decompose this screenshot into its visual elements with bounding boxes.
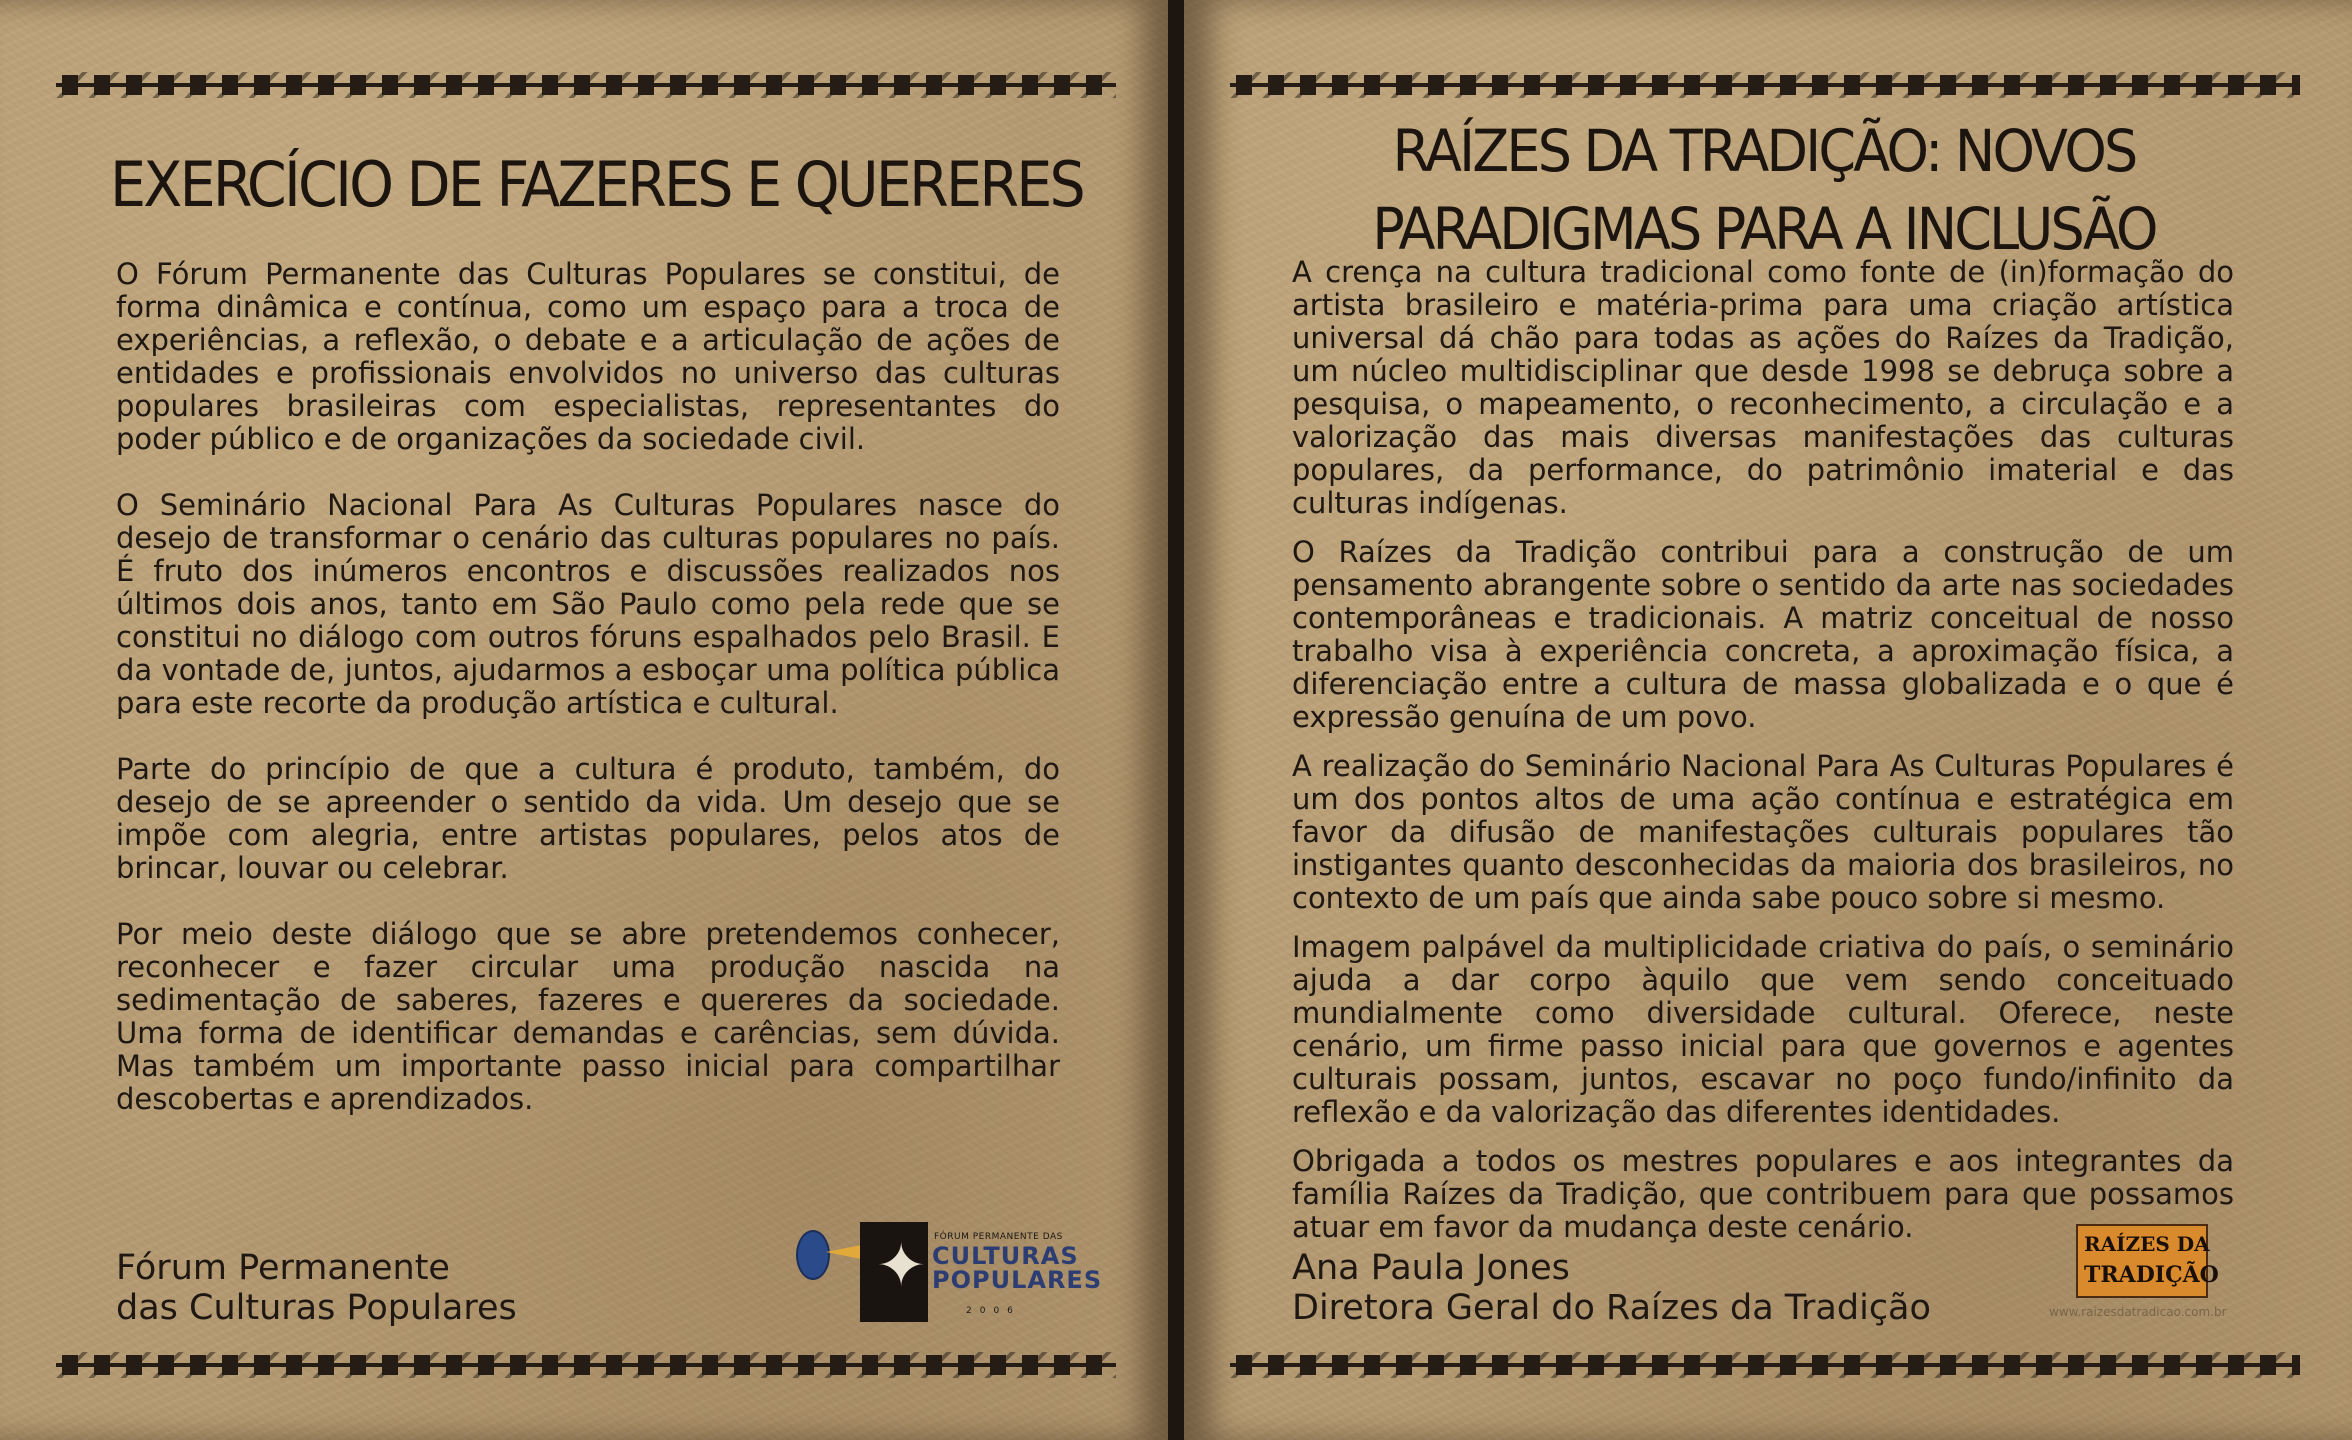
rt-logo-line-2: TRADIÇÃO bbox=[2084, 1262, 2219, 1288]
right-page bbox=[1184, 0, 2352, 1440]
right-paragraph-4: Imagem palpável da multiplicidade criativa do país, o seminário ajuda a dar corpo àquilo que vem sendo conceituado mundialmente como diversidade cultural. Oferece, neste cenário, um firme passo inicial para que governos e agentes culturais possam, juntos, escavar no poço fundo/infinito da reflexão e da valorização das diferentes identidades. bbox=[1292, 930, 2234, 1129]
left-paragraph-4: Por meio deste diálogo que se abre pretendemos conhecer, reconhecer e fazer circular uma produção nascida na sedimentação de saberes, fazeres e quereres da sociedade. Uma forma de identificar demandas e carências, sem dúvida. Mas também um importante passo inicial para compartilhar descobertas e aprendizados. bbox=[116, 917, 1060, 1116]
rt-website-text: www.raizesdatradicao.com.br bbox=[2049, 1305, 2227, 1319]
left-signature bbox=[116, 1248, 517, 1328]
right-signature bbox=[1292, 1248, 1931, 1328]
logo-year: 2006 bbox=[966, 1306, 1021, 1316]
raizes-da-tradicao-logo bbox=[2076, 1224, 2219, 1298]
logo-line-1: CULTURAS bbox=[932, 1242, 1079, 1270]
right-title-line-2: PARADIGMAS PARA A INCLUSÃO bbox=[1372, 195, 2156, 263]
right-paragraph-3: A realização do Seminário Nacional Para As Culturas Populares é um dos pontos altos de uma ação contínua e estratégica em favor da difusão de manifestações culturais populares tão instigantes quanto desconhecidas da maioria dos brasileiros, no contexto de um país que ainda sabe pouco sobre si mesmo. bbox=[1292, 749, 2234, 915]
right-paragraph-2: O Raízes da Tradição contribui para a construção de um pensamento abrangente sobre o sentido da arte nas sociedades contemporâneas e tradicionais. A matriz conceitual de nosso trabalho visa à experiência concreta, a aproximação física, a diferenciação entre a cultura de massa globalizada e o que é expressão genuína de um povo. bbox=[1292, 535, 2234, 734]
top-ornament-border bbox=[1230, 72, 2300, 98]
logo-line-2: POPULARES bbox=[932, 1266, 1103, 1294]
right-paragraph-1: A crença na cultura tradicional como fonte de (in)formação do artista brasileiro e matéria-prima para uma criação artística universal dá chão para todas as ações do Raízes da Tradição, um núcleo multidisciplinar que desde 1998 se debruça sobre a pesquisa, o mapeamento, o reconhecimento, a circulação e a valorização das mais diversas manifestações das culturas populares, da performance, do patrimônio imaterial e das culturas indígenas. bbox=[1292, 255, 2234, 520]
logo-big-text bbox=[932, 1244, 1102, 1292]
right-signature-line-2: Diretora Geral do Raízes da Tradição bbox=[1292, 1288, 1931, 1328]
left-signature-line-2: das Culturas Populares bbox=[116, 1288, 517, 1328]
right-paragraph-5: Obrigada a todos os mestres populares e aos integrantes da família Raízes da Tradição, que contribuem para que possamos atuar em favor da mudança deste cenário. bbox=[1292, 1144, 2234, 1244]
bottom-ornament-border bbox=[56, 1352, 1116, 1378]
left-paragraph-1: O Fórum Permanente das Culturas Populares se constitui, de forma dinâmica e contínua, como um espaço para a troca de experiências, a reflexão, o debate e a articulação de ações de entidades e profissionais envolvidos no universo das culturas populares brasileiras com especialistas, representantes do poder público e de organizações da sociedade civil. bbox=[116, 257, 1060, 456]
left-page-title: EXERCÍCIO DE FAZERES E QUERERES bbox=[110, 148, 1083, 221]
forum-culturas-populares-logo bbox=[796, 1222, 1103, 1326]
left-signature-line-1: Fórum Permanente bbox=[116, 1248, 450, 1288]
logo-small-text: FÓRUM PERMANENTE DAS bbox=[934, 1232, 1063, 1242]
right-signature-line-1: Ana Paula Jones bbox=[1292, 1248, 1570, 1288]
right-title-line-1: RAÍZES DA TRADIÇÃO: NOVOS bbox=[1392, 117, 2136, 185]
rt-logo-line-1: RAÍZES DA bbox=[2084, 1232, 2210, 1256]
dancing-figure-icon: ✦ bbox=[876, 1231, 927, 1301]
left-page bbox=[0, 0, 1170, 1440]
left-paragraph-3: Parte do princípio de que a cultura é produto, também, do desejo de se apreender o sentido da vida. Um desejo que se impõe com alegria, entre artistas populares, pelos atos de brincar, louvar ou celebrar. bbox=[116, 752, 1060, 885]
right-page-title bbox=[1299, 112, 2229, 268]
left-page-body bbox=[116, 258, 1060, 1149]
bottom-ornament-border bbox=[1230, 1352, 2300, 1378]
globe-icon bbox=[796, 1230, 830, 1280]
top-ornament-border bbox=[56, 72, 1116, 98]
left-paragraph-2: O Seminário Nacional Para As Culturas Populares nasce do desejo de transformar o cenário das culturas populares no país. É fruto dos inúmeros encontros e discussões realizados nos últimos dois anos, tanto em São Paulo como pela rede que se constitui no diálogo com outros fóruns espalhados pelo Brasil. E da vontade de, juntos, ajudarmos a esboçar uma política pública para este recorte da produção artística e cultural. bbox=[116, 488, 1060, 720]
right-page-body bbox=[1292, 256, 2234, 1260]
